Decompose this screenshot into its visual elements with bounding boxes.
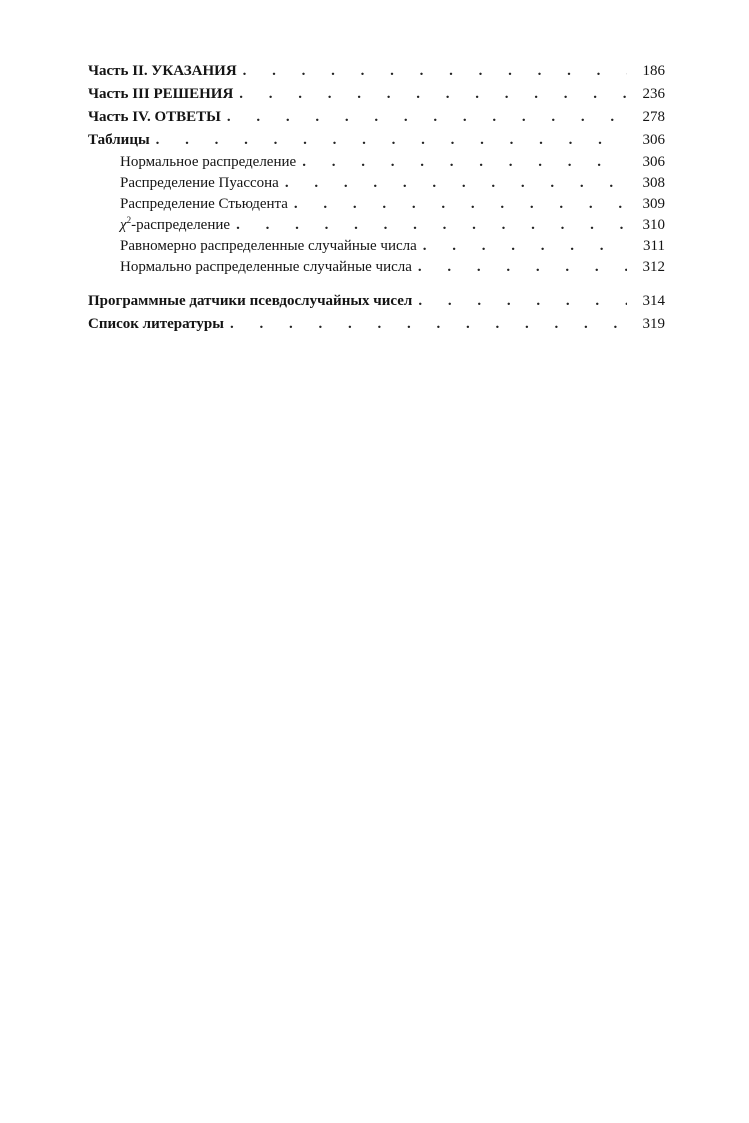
toc-page-number: 306 (642, 132, 665, 148)
dot-leader (156, 129, 627, 152)
toc-entry-title: Равномерно распределенные случайные числа (120, 238, 417, 254)
toc-entry-uniform-random-numbers[interactable] (88, 236, 665, 257)
toc-entry-title-rest: -распределение (131, 217, 231, 233)
toc-page-number: 236 (642, 86, 665, 102)
dot-leader (230, 313, 627, 336)
toc-entry-title: Нормально распределенные случайные числа (120, 259, 412, 275)
toc-page-number: 308 (642, 175, 665, 191)
dot-leader (418, 257, 627, 278)
toc-page-number: 311 (643, 238, 665, 254)
toc-entry-part-3[interactable] (88, 83, 665, 106)
toc-page-number: 306 (642, 154, 665, 170)
toc-entry-title: Нормальное распределение (120, 154, 297, 170)
toc-entry-chi-square-distribution[interactable] (88, 215, 665, 236)
dot-leader (285, 173, 627, 194)
table-of-contents (88, 60, 665, 336)
toc-entry-part-4[interactable] (88, 106, 665, 129)
toc-entry-student-distribution[interactable] (88, 194, 665, 215)
dot-leader (227, 106, 627, 129)
dot-leader (239, 83, 627, 106)
toc-entry-title: Часть III РЕШЕНИЯ (88, 86, 234, 102)
dot-leader (294, 194, 627, 215)
toc-entry-bibliography[interactable] (88, 313, 665, 336)
chi-symbol: χ (120, 217, 127, 233)
toc-entry-title: Список литературы (88, 316, 224, 332)
dot-leader (302, 152, 627, 173)
dot-leader (243, 60, 627, 83)
toc-page-number: 278 (642, 109, 665, 125)
toc-entry-normal-distribution[interactable] (88, 152, 665, 173)
toc-entry-tables[interactable] (88, 129, 665, 152)
toc-entry-normal-random-numbers[interactable] (88, 257, 665, 278)
toc-entry-title: Часть IV. ОТВЕТЫ (88, 109, 221, 125)
toc-entry-poisson-distribution[interactable] (88, 173, 665, 194)
toc-entry-title: Распределение Пуассона (120, 175, 279, 191)
toc-entry-part-2[interactable] (88, 60, 665, 83)
toc-entry-title: Таблицы (88, 132, 150, 148)
toc-page-number: 309 (642, 196, 665, 212)
toc-entry-title (120, 215, 230, 236)
toc-entry-title: Программные датчики псевдослучайных чисел (88, 293, 413, 309)
toc-page-number: 319 (642, 316, 665, 332)
toc-page-number: 186 (642, 63, 665, 79)
toc-page-number: 314 (642, 293, 665, 309)
superscript-two: 2 (126, 215, 132, 225)
toc-entry-title: Часть II. УКАЗАНИЯ (88, 63, 237, 79)
dot-leader (423, 236, 627, 257)
toc-page-number: 312 (642, 259, 665, 275)
toc-entry-pseudorandom-generators[interactable] (88, 290, 665, 313)
toc-page-number: 310 (642, 217, 665, 233)
dot-leader (236, 215, 627, 236)
dot-leader (418, 290, 627, 313)
toc-entry-title: Распределение Стьюдента (120, 196, 288, 212)
